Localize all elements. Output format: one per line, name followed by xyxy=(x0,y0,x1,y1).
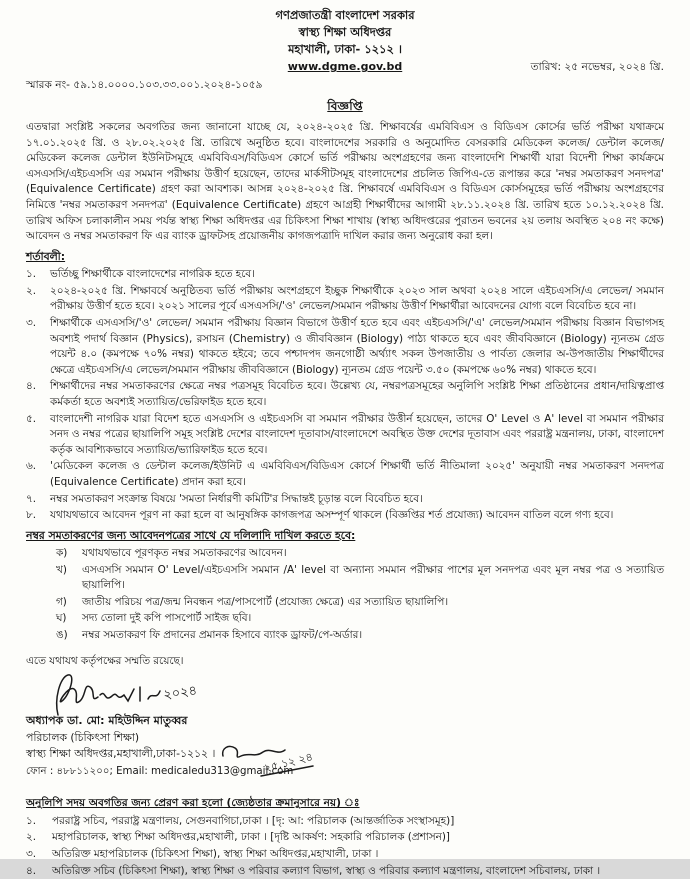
conditions-list xyxy=(26,267,664,524)
signatory-name: অধ্যাপক ডা. মো: মহিউদ্দিন মাতুব্বর xyxy=(26,714,188,728)
conditions-heading: শর্তাবলী: xyxy=(26,249,66,263)
document-item xyxy=(26,611,664,627)
condition-number: ১. xyxy=(26,268,37,281)
signature-year-handwritten: ২০২৪ xyxy=(162,683,199,704)
condition-text: যথাযথভাবে আবেদন পূরণ না করা হলে বা আনুষঙ্গিক কাগজপত্র অসম্পূর্ণ থাকলে (বিজ্ঞপ্তির শর্ত প্রযোজ্য) আবেদন বাতিল বলে গণ্য হবে। xyxy=(50,509,614,522)
copy-item xyxy=(26,830,664,846)
copy-text: অতিরিক্ত সচিব (চিকিৎসা শিক্ষা), স্বাস্থ্য শিক্ষা ও পরিবার কল্যাণ বিভাগ, স্বাস্থ্য ও পরিবার কল্যাণ মন্ত্রণালয়, বাংলাদেশ সচিবালয়, ঢাকা । xyxy=(52,864,601,877)
directorate-name: স্বাস্থ্য শিক্ষা অধিদপ্তর xyxy=(298,25,392,40)
copy-item xyxy=(26,814,664,830)
signatory-designation: পরিচালক (চিকিৎসা শিক্ষা) xyxy=(26,730,140,744)
condition-item xyxy=(26,459,664,490)
condition-number: ৬. xyxy=(26,460,37,473)
condition-item xyxy=(26,379,664,410)
copy-number: ১. xyxy=(26,814,37,827)
condition-item xyxy=(26,316,664,378)
condition-number: ৫. xyxy=(26,412,37,425)
document-text: এসএসসি সমমান O' Level/এইচএসসি সমমান /A' level বা অন্যান্য সমমান পরীক্ষার পাশের মূল সনদপত্র এবং মূল নম্বর পত্র ও সত্যায়িত ছায়ালিপি। xyxy=(82,563,664,592)
copy-number: ৩. xyxy=(26,848,37,861)
copies-list xyxy=(26,814,664,879)
condition-text: ২০২৪-২০২৫ খ্রি. শিক্ষাবর্ষে অনুষ্ঠিতব্য ভর্তি পরীক্ষায় অংশগ্রহণে ইচ্ছুক শিক্ষার্থীকে ২০২৩ সাল অথবা ২০২৪ সালে এইচএসসি/এ লেভেল/ সমমান পরীক্ষায় উত্তীর্ণ হতে হবে। ২০২১ সালের পূর্বে এসএসসি/'ও' লেভেল/সমমান পরীক্ষায় উত্তীর্ণ শিক্ষার্থীরা আবেদনের যোগ্য বলে বিবেচিত হবে না। xyxy=(50,284,664,313)
condition-text: শিক্ষার্থীদের নম্বর সমতাকরণের ক্ষেত্রে নম্বর পত্রসমূহ বিবেচিত হবে। উল্লেখ্য যে, নম্বরপত্রসমূহের অনুলিপি সংশ্লিষ্ট শিক্ষা প্রতিষ্ঠানের প্রধান/দায়িত্বপ্রাপ্ত কর্মকর্তা হতে অবশ্যই সত্যায়িত/ভেরিফাইড হতে হবে। xyxy=(50,380,664,408)
handwritten-date: ২৫.১২ ২৪ xyxy=(262,750,315,775)
handwritten-date-stamp-icon xyxy=(259,750,323,788)
copy-text: মহাপরিচালক, স্বাস্থ্য শিক্ষা অধিদপ্তর,মহাখালী, ঢাকা । [দৃষ্টি আকর্ষণ: সহকারি পরিচালক (প্রশাসন)] xyxy=(52,831,450,844)
notice-date: তারিখ: ২৫ নভেম্বর, ২০২৪ খ্রি. xyxy=(530,60,664,73)
document-letter: খ) xyxy=(56,563,67,576)
copy-text: পররাষ্ট্র সচিব, পররাষ্ট্র মন্ত্রণালয়, সেগুনবাগিচা,ঢাকা । [দৃ: আ: পরিচালক (আন্তর্জাতিক সংস্থাসমূহ)] xyxy=(52,814,455,827)
condition-number: ৮. xyxy=(26,509,37,522)
condition-text: 'মেডিকেল কলেজ ও ডেন্টাল কলেজ/ইউনিট এ এমবিবিএস/বিডিএস কোর্সে শিক্ষার্থী ভর্তি নীতিমালা ২০২৫' অনুযায়ী নম্বর সমতাকরণ সনদপত্র (Equivalence Certificate) প্রদান করা হবে। xyxy=(50,460,664,488)
documents-heading: নম্বর সমতাকরণের জন্য আবেদনপত্রের সাথে যে দলিলাদি দাখিল করতে হবে: xyxy=(26,528,356,542)
copies-heading: অনুলিপি সদয় অবগতির জন্য প্রেরণ করা হলো (জ্যেষ্ঠতার ক্রমানুসারে নয়) ঃ xyxy=(26,796,360,809)
notice-title: বিজ্ঞপ্তি xyxy=(327,98,363,113)
signature-block xyxy=(26,671,664,788)
document-item xyxy=(26,628,664,644)
condition-text: বাংলাদেশী নাগরিক যারা বিদেশ হতে এসএসসি ও এইচএসসি বা সমমান পরীক্ষার উত্তীর্ন হয়েছেন, তাদের O' Level ও A' level বা সমমান পরীক্ষার সনদ ও নম্বর পত্রের ছায়ালিপি সমূহ সংশ্লিষ্ট দেশের বাংলাদেশ দূতাবাস/বাংলাদেশে অবস্থিত উক্ত দেশের দূতাবাস এবং পররাষ্ট্র মন্ত্রনালয়, ঢাকা, বাংলাদেশ কর্তৃক আবশ্যিকভাবে সত্যায়িত/ভ্যারিফাইড হতে হবে। xyxy=(50,412,664,456)
intro-paragraph: এতদ্বারা সংশ্লিষ্ট সকলের অবগতির জন্য জানানো যাচ্ছে যে, ২০২৪-২০২৫ খ্রি. শিক্ষাবর্ষের এমবিবিএস ও বিডিএস কোর্সের ভর্তি পরীক্ষা যথাক্রমে ১৭.০১.২০২৫ খ্রি. ও ২৮.০২.২০২৫ খ্রি. তারিখে অনুষ্ঠিত হবে। বাংলাদেশের সরকারি ও অনুমোদিত বেসরকারি মেডিকেল কলেজ/ ডেন্টাল কলেজ/মেডিকেল কলেজ ডেন্টাল ইউনিটসমূহে এমবিবিএস/বিডিএস কোর্সে ভর্তি পরীক্ষায় অংশগ্রহণের জন্য বাংলাদেশি শিক্ষার্থী যারা বিদেশী শিক্ষা কার্যক্রমে এসএসসি/এইচএসসি এর সমমান পরীক্ষায় উত্তীর্ণ হয়েছেন, তাদের মার্কসীটসমূহ বাংলাদেশের প্রচলিত জিপিএ-তে রূপান্তর করে 'নম্বর সমতাকরণ সনদপত্র' (Equivalence Certificate) গ্রহণ করা আবশ্যক। আসন্ন ২০২৪-২০২৫ খ্রি. শিক্ষাবর্ষে এমবিবিএস ও বিডিএস কোর্সসমূহের ভর্তি পরীক্ষায় অংশগ্রহণের নিমিত্তে 'নম্বর সমতাকরণ সনদপত্র' (Equivalence Certificate) গ্রহণে আগ্রহী শিক্ষার্থীদের আগামী ২৮.১১.২০২৪ খ্রি. তারিখ হতে ১০.১২.২০২৪ খ্রি. তারিখ অফিস চলাকালীন সময় পর্যন্ত স্বাস্থ্য শিক্ষা অধিদপ্তর এর চিকিৎসা শিক্ষা শাখায় (স্বাস্থ্য অধিদপ্তরের পুরাতন ভবনের ২য় তলায় অবস্থিত ২০৪ নং কক্ষে) আবেদন ও নম্বর সমতাকরণ ফি এর ব্যাংক ড্রাফটসহ প্রয়োজনীয় কাগজপত্রাদি দাখিল করার জন্য অনুরোধ করা হল। xyxy=(26,121,664,243)
document-letter: ক) xyxy=(56,547,68,560)
document-text: নম্বর সমতাকরণ ফি প্রদানের প্রমানক হিসাবে ব্যাংক ড্রাফট/পে-অর্ডার। xyxy=(82,629,363,642)
copy-item xyxy=(26,864,664,879)
copy-text: অতিরিক্ত মহাপরিচালক (চিকিৎসা শিক্ষা), স্বাস্থ্য শিক্ষা অধিদপ্তর,মহাখালী, ঢাকা । xyxy=(52,848,379,861)
phone-email: ফোন : ৪৮৮১১২০০; Email: medicaledu313@gmail.com xyxy=(26,765,294,777)
document-item xyxy=(26,546,664,562)
document-text: সদ্য তোলা দুই কপি পাসপোর্ট সাইজ ছবি। xyxy=(82,612,252,625)
condition-item xyxy=(26,492,664,508)
document-text: যথাযথভাবে পূরণকৃত নম্বর সমতাকরণের আবেদন। xyxy=(82,547,287,560)
condition-item xyxy=(26,412,664,459)
document-item xyxy=(26,563,664,594)
condition-number: ৪. xyxy=(26,380,37,393)
condition-item xyxy=(26,284,664,315)
document-item xyxy=(26,595,664,611)
condition-text: নম্বর সমতাকরণ সংক্রান্ত বিষয়ে 'সমতা নির্ধারণী কমিটি'র সিদ্ধান্তই চূড়ান্ত বলে বিবেচিত হবে। xyxy=(50,492,423,505)
website-link: www.dgme.gov.bd xyxy=(287,60,403,74)
copy-number: ২. xyxy=(26,831,37,844)
website-date-row xyxy=(26,59,664,76)
signature-scribble-icon xyxy=(44,671,254,717)
signatory-office-row xyxy=(26,746,664,764)
copy-item xyxy=(26,847,664,863)
signatory-office: স্বাস্থ্য শিক্ষা অধিদপ্তর,মহাখালী,ঢাকা-১২১২ । xyxy=(26,746,216,760)
document-text: জাতীয় পরিচয় পত্র/জন্ম নিবন্ধন পত্র/পাসপোর্ট (প্রযোজ্য ক্ষেত্রে) এর সত্যায়িত ছায়ালিপি। xyxy=(82,595,449,608)
condition-text: শিক্ষার্থীকে এসএসসি/'ও' লেভেল/ সমমান পরীক্ষায় বিজ্ঞান বিভাগে উত্তীর্ণ হতে হবে এবং এইচএসসি/'এ' লেভেল/সমমান পরীক্ষায় বিজ্ঞান বিভাগসহ অবশ্যই পদার্থ বিজ্ঞান (Physics), রসায়ন (Chemistry) ও জীববিজ্ঞান (Biology) পাঠ্য থাকতে হবে এবং জীববিজ্ঞানে (Biology) ন্যূনতম গ্রেড পয়েন্ট ৪.০ (কমপক্ষে ৭০% নম্বর) থাকতে হইবে; তবে পশ্চাদপদ জনগোষ্ঠী অর্থ্যাৎ সকল উপজাতীয় ও পার্বত্য জেলার অ-উপজাতীয় শিক্ষার্থীদের ক্ষেত্রে এইচএসসি/এ লেভেল/সমমান পরীক্ষায় জীববিজ্ঞানে (Biology) ন্যূনতম গ্রেড পয়েন্ট ৩.৫০ (কমপক্ষে ৬০% নম্বর) থাকতে হবে। xyxy=(50,316,664,376)
document-letter: ঙ) xyxy=(56,629,68,642)
document-letter: ঘ) xyxy=(56,612,67,625)
condition-number: ৭. xyxy=(26,492,37,505)
govt-name: গণপ্রজাতন্ত্রী বাংলাদেশ সরকার xyxy=(275,8,415,22)
condition-number: ২. xyxy=(26,284,37,297)
condition-item xyxy=(26,267,664,283)
documents-list xyxy=(26,546,664,644)
letterhead xyxy=(26,7,664,58)
directorate-address: মহাখালী, ঢাকা- ১২১২ । xyxy=(288,42,402,57)
condition-item xyxy=(26,508,664,524)
condition-text: ভর্তিচ্ছু শিক্ষার্থীকে বাংলাদেশের নাগরিক হতে হবে। xyxy=(50,268,255,281)
memo-number: স্মারক নং- ৫৯.১৪.০০০০.১০৩.৩৩.০০১.২০২৪-১০৫৯ xyxy=(26,78,263,91)
consent-line: এতে যথাযথ কর্তৃপক্ষের সম্মতি রয়েছে। xyxy=(26,654,184,667)
document-letter: গ) xyxy=(56,595,67,608)
condition-number: ৩. xyxy=(26,316,37,329)
copy-number: ৪. xyxy=(26,864,37,877)
